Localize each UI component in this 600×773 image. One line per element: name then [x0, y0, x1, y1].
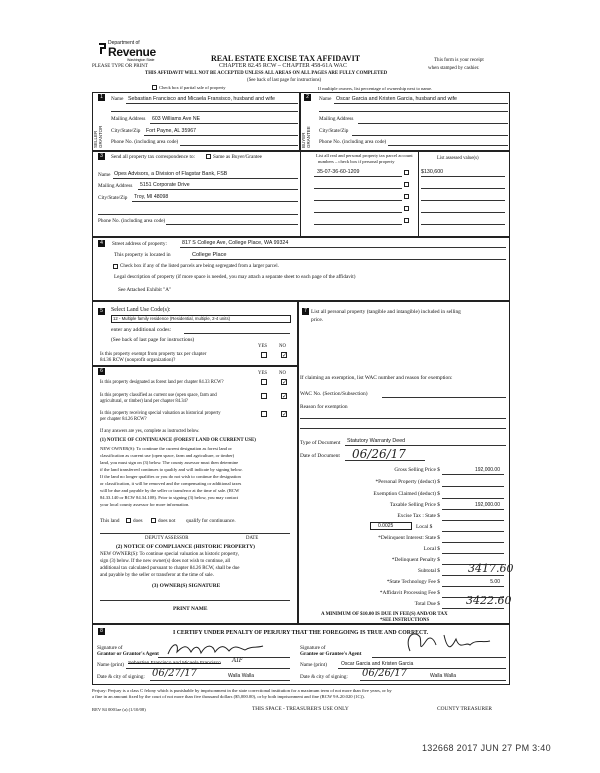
grantee-name-label: Name (print) [300, 662, 327, 668]
notice1-line-6: or classification, it will be removed and the compensating or additional taxes [100, 481, 242, 486]
affidavit-fee-label: *Affidavit Processing Fee $ [379, 590, 440, 596]
exemption-claim-label: If claiming an exemption, list WAC number and reason for exemption: [300, 375, 453, 381]
does-not-label: does not [158, 518, 176, 524]
form-chapter: CHAPTER 82.45 RCW – CHAPTER 458-61A WAC [219, 63, 347, 69]
section-2-number: 2 [304, 94, 311, 101]
personal-property-checkbox-5[interactable] [404, 218, 409, 223]
reason-label: Reason for exemption [300, 404, 348, 410]
form-warning: THIS AFFIDAVIT WILL NOT BE ACCEPTED UNLESS ALL AREAS ON ALL PAGES ARE FULLY COMPLETED [145, 71, 388, 76]
personal-property-label-1: List all personal property (tangible and intangible) included in selling [311, 309, 461, 315]
grantee-signature[interactable] [400, 627, 500, 657]
total-due-label: Total Due $ [414, 601, 440, 607]
notice-compliance-title: (2) NOTICE OF COMPLIANCE (HISTORIC PROPERTY) [116, 544, 255, 550]
county-treasurer: COUNTY TREASURER [437, 706, 492, 712]
grantor-signature[interactable] [165, 640, 265, 658]
parcel-number-1[interactable]: 35-07-36-60-1209 [317, 169, 360, 175]
section-5-number: 5 [98, 308, 105, 315]
form-title: REAL ESTATE EXCISE TAX AFFIDAVIT [211, 54, 361, 63]
qualify-label: qualify for continuance. [186, 518, 236, 524]
grantor-sig-label-1: Signature of [97, 645, 123, 651]
subtotal-value[interactable]: 3417.60 [468, 562, 514, 575]
tech-fee-label: *State Technology Fee $ [386, 579, 440, 585]
subtotal-label: Subtotal $ [417, 568, 440, 574]
section-7-number: 7 [302, 308, 309, 315]
treasurer-space: THIS SPACE - TREASURER'S USE ONLY [252, 706, 349, 712]
segregated-checkbox[interactable] [113, 264, 118, 269]
see-exhibit: See Attached Exhibit "A" [118, 287, 172, 293]
forest-question: Is this property designated as forest land per chapter 84.33 RCW? [100, 380, 224, 385]
logo-icon [97, 42, 107, 56]
buyer-mailing-label: Mailing Address [319, 116, 354, 122]
buyer-name[interactable]: Oscar Garcia and Kristen Garcia, husband and wife [336, 96, 458, 102]
s6-yes: YES [258, 371, 268, 376]
buyer-city-label: City/State/Zip [319, 128, 349, 134]
delinquent-interest-label: *Delinquent Interest: State $ [378, 535, 440, 541]
exempt-no-checkbox[interactable]: ✓ [282, 352, 288, 359]
historic-question-1: Is this property receiving special valuation as historical property [100, 411, 221, 416]
notice1-line-7: will be due and payable by the seller or transferor at the time of sale. (RCW [100, 488, 240, 493]
corr-city[interactable]: Troy, MI 48098 [134, 194, 169, 200]
notice2-line-1: NEW OWNER(S): To continue special valuation as historic property, [100, 552, 239, 557]
corr-name-label: Name [98, 172, 111, 178]
located-label: This property is located in [114, 252, 171, 258]
buyer-name-label: Name [319, 96, 332, 102]
notice2-line-4: and payable by the seller or transferor at the time of sale. [100, 573, 214, 578]
parcel-header-2: numbers – check box if personal property [318, 159, 395, 164]
corr-mailing-label: Mailing Address [98, 183, 133, 189]
legal-description-label: Legal description of property (if more space is needed, you may attach a separate sheet to each page of the affidavit) [114, 274, 356, 280]
s5-yes: YES [258, 344, 268, 349]
located-city[interactable]: College Place [192, 252, 227, 258]
section-1-number: 1 [98, 94, 105, 101]
historic-no-checkbox[interactable]: ✓ [282, 411, 288, 418]
wac-label: WAC No. (Section/Subsection) [300, 391, 368, 397]
logo-state: Washington State [127, 58, 155, 62]
total-due-value[interactable]: 3422.60 [466, 594, 512, 607]
local-2-label: Local $ [423, 546, 440, 552]
s5-no: NO [279, 344, 286, 349]
grantee-signing-date[interactable]: 06/26/17 [362, 668, 407, 679]
same-as-buyer-label: Same as Buyer/Grantee [213, 154, 262, 160]
seller-mailing[interactable]: 603 Williams Ave NE [152, 116, 201, 122]
historic-yes-checkbox[interactable] [261, 411, 267, 417]
buyer-vertical-label: BUYER GRANTEE [301, 126, 311, 148]
personal-property-checkbox-2[interactable] [404, 182, 409, 187]
tax-rate: 0.0025 [378, 523, 394, 529]
exemption-claimed-label: Exemption Claimed (deduct) $ [373, 491, 440, 497]
delinquent-penalty-label: *Delinquent Penalty $ [391, 557, 440, 563]
recording-stamp: 132668 2017 JUN 27 PM 3:40 [422, 743, 551, 753]
buyer-phone-label: Phone No. (including area code) [319, 139, 387, 145]
same-as-buyer-checkbox[interactable] [206, 154, 211, 159]
seller-name[interactable]: Sebastian Francisco and Micaela Fransisco, husband and wife [128, 96, 275, 102]
form-number: REV 84 0001ae (a) (1/10/08) [92, 707, 146, 712]
excise-tax-state-label: Excise Tax : State $ [397, 513, 440, 519]
perjury-line-1: Perjury: Perjury is a class C felony which is punishable by imprisonment in the state correctional institution for a maximum term of not more than five years, or by [92, 688, 392, 693]
notice1-line-8: 84.33.140 or RCW 84.34.108). Prior to signing (3) below, you may contact [100, 495, 239, 500]
gross-price-label: Gross Selling Price $ [394, 467, 440, 473]
print-name-label: PRINT NAME [173, 606, 208, 612]
exempt-question-2: 84.36 RCW (nonprofit organization)? [100, 358, 176, 363]
grantee-date-label: Date & city of signing: [300, 674, 348, 680]
grantor-name-label: Name (print) [97, 662, 124, 668]
grantor-sig-label-2: Grantor or Grantor's Agent [97, 651, 159, 657]
assessed-header: List assessed value(s) [437, 156, 479, 161]
section-3-number: 3 [98, 153, 105, 160]
doc-type[interactable]: Statutory Warranty Deed [347, 438, 406, 444]
send-correspondence-label: Send all property tax correspondence to: [111, 154, 195, 160]
grantee-printed-name[interactable]: Oscar Garcia and Kristen Garcia [341, 661, 414, 667]
grantor-signing-city[interactable]: Walla Walla [228, 673, 255, 679]
notice-continuance-title: (1) NOTICE OF CONTINUANCE (FOREST LAND OR CURRENT USE) [100, 438, 256, 443]
notice1-line-4: if the land transferred continues to qualify and will indicate by signing below. [100, 467, 243, 472]
perjury-line-2: a fine in an amount fixed by the court of not more than five thousand dollars ($5,000.00), or by both imprisonment and fine (RCW 9A.20.020 (1C)). [92, 694, 365, 699]
segregated-label: Check box if any of the listed parcels are being segregated from a larger parcel. [120, 264, 279, 269]
this-land-label: This land [100, 518, 120, 524]
receipt-line-1: This form is your receipt [434, 58, 484, 63]
forest-no-checkbox[interactable]: ✓ [282, 379, 288, 386]
doc-date-label: Date of Document [300, 453, 340, 459]
dept-label: Department of [108, 40, 140, 46]
s6-no: NO [279, 371, 286, 376]
seller-city-label: City/State/Zip [111, 128, 141, 134]
exempt-yes-checkbox[interactable] [261, 352, 267, 358]
forest-yes-checkbox[interactable] [261, 379, 267, 385]
grantor-signing-date[interactable]: 06/27/17 [152, 668, 197, 679]
notice2-line-2: sign (3) below. If the new owner(s) does not wish to continue, all [100, 559, 231, 564]
land-use-see-back: (See back of last page for instructions) [111, 337, 195, 343]
certify-statement: I CERTIFY UNDER PENALTY OF PERJURY THAT THE FOREGOING IS TRUE AND CORRECT. [173, 630, 429, 636]
current-use-no-checkbox[interactable]: ✓ [282, 393, 288, 400]
seller-mailing-label: Mailing Address [111, 116, 146, 122]
section-8-number: 8 [98, 628, 105, 635]
grantee-sig-label-2: Grantee or Grantee's Agent [300, 651, 362, 657]
see-instructions: *SEE INSTRUCTIONS [380, 618, 430, 623]
corr-phone-label: Phone No. (including area code) [98, 218, 166, 224]
partial-sale-checkbox[interactable] [152, 85, 157, 90]
does-label: does [133, 518, 143, 524]
street-label: Street address of property: [112, 241, 167, 247]
notice1-line-3: land, you must sign on (3) below. The county assessor must then determine [100, 460, 239, 465]
historic-question-2: per chapter 84.26 RCW? [100, 417, 147, 422]
notice1-line-2: classification as current use (open space, farm and agriculture, or timber) [100, 453, 235, 458]
seller-name-label: Name [111, 96, 124, 102]
grantor-printed-name[interactable]: Sebastian Francisco and Micaela Francisco [128, 661, 221, 666]
grantee-sig-label-1: Signature of [300, 645, 326, 651]
taxable-price-label: Taxable Selling Price $ [389, 502, 440, 508]
does-not-checkbox[interactable] [151, 518, 156, 523]
doc-date[interactable]: 06/26/17 [352, 447, 406, 461]
current-use-question-2: agricultural, or timber) land per chapter 84.34? [100, 399, 188, 404]
gross-price-value[interactable]: 192,000.00 [474, 467, 500, 473]
receipt-line-2: when stamped by cashier. [428, 66, 480, 71]
revenue-logo: Revenue [108, 45, 156, 59]
land-use-value: 12 - Multiple family residence (Residential, multiple, 2-4 units) [113, 316, 231, 321]
grantee-signing-city[interactable]: Walla Walla [430, 673, 457, 679]
see-back: (See back of last page for instructions) [247, 78, 322, 83]
notice1-line-5: If the land no longer qualifies or you do not wish to continue the designation [100, 474, 241, 479]
exempt-question-1: Is this property exempt from property tax per chapter [100, 352, 207, 357]
section-6-number: 6 [98, 368, 105, 375]
please-type: PLEASE TYPE OR PRINT [92, 64, 148, 69]
deputy-assessor-label: DEPUTY ASSESSOR [145, 536, 189, 541]
taxable-price-value[interactable]: 192,000.00 [474, 502, 500, 508]
personal-property-deduct-label: *Personal Property (deduct) $ [375, 479, 440, 485]
additional-codes-label: enter any additional codes: [111, 327, 172, 333]
personal-property-checkbox-1[interactable] [404, 170, 409, 175]
land-use-label: Select Land Use Code(s): [111, 307, 171, 313]
minimum-fee-note: A MINIMUM OF $10.00 IS DUE IN FEE(S) AND/OR TAX [321, 612, 448, 617]
doc-type-label: Type of Document [300, 440, 341, 446]
corr-mailing[interactable]: 5151 Corporate Drive [140, 182, 190, 188]
grantor-date-label: Date & city of signing: [97, 674, 145, 680]
section-4-number: 4 [98, 240, 105, 247]
partial-sale-label: Check box if partial sale of property [159, 85, 226, 90]
local-label: Local $ [416, 524, 433, 530]
multiple-owners-note: If multiple owners, list percentage of ownership next to name. [318, 86, 433, 91]
if-yes-note: If any answers are yes, complete as instructed below. [100, 429, 200, 434]
does-checkbox[interactable] [126, 518, 131, 523]
notice1-line-1: NEW OWNER(S): To continue the current designation as forest land or [100, 446, 232, 451]
assessed-value-1[interactable]: $130,600 [421, 169, 444, 175]
parcel-header-1: List all real and personal property tax parcel account [316, 153, 413, 158]
owner-signature-title: (3) OWNER(S) SIGNATURE [152, 583, 221, 589]
seller-phone-label: Phone No. (including area code) [111, 139, 179, 145]
personal-property-checkbox-3[interactable] [404, 194, 409, 199]
current-use-question-1: Is this property classified as current use (open space, farm and [100, 393, 217, 398]
corr-name[interactable]: Opes Advisors, a Division of Flagstar Bank, FSB [114, 171, 228, 177]
personal-property-label-2: price. [311, 317, 324, 323]
current-use-yes-checkbox[interactable] [261, 393, 267, 399]
seller-vertical-label: SELLER GRANTOR [93, 125, 103, 148]
corr-city-label: City/State/Zip [98, 195, 128, 201]
street-address[interactable]: 817 S College Ave, College Place, WA 99324 [182, 240, 289, 246]
tech-fee-value[interactable]: 5.00 [490, 579, 500, 585]
notice1-line-9: your local county assessor for more information. [100, 502, 190, 507]
seller-city[interactable]: Fort Payne, AL 35967 [146, 128, 196, 134]
deputy-date-label: DATE [246, 536, 259, 541]
aif-note: AIF [232, 657, 243, 664]
notice2-line-3: additional tax calculated pursuant to chapter 84.26 RCW, shall be due [100, 566, 240, 571]
personal-property-checkbox-4[interactable] [404, 206, 409, 211]
